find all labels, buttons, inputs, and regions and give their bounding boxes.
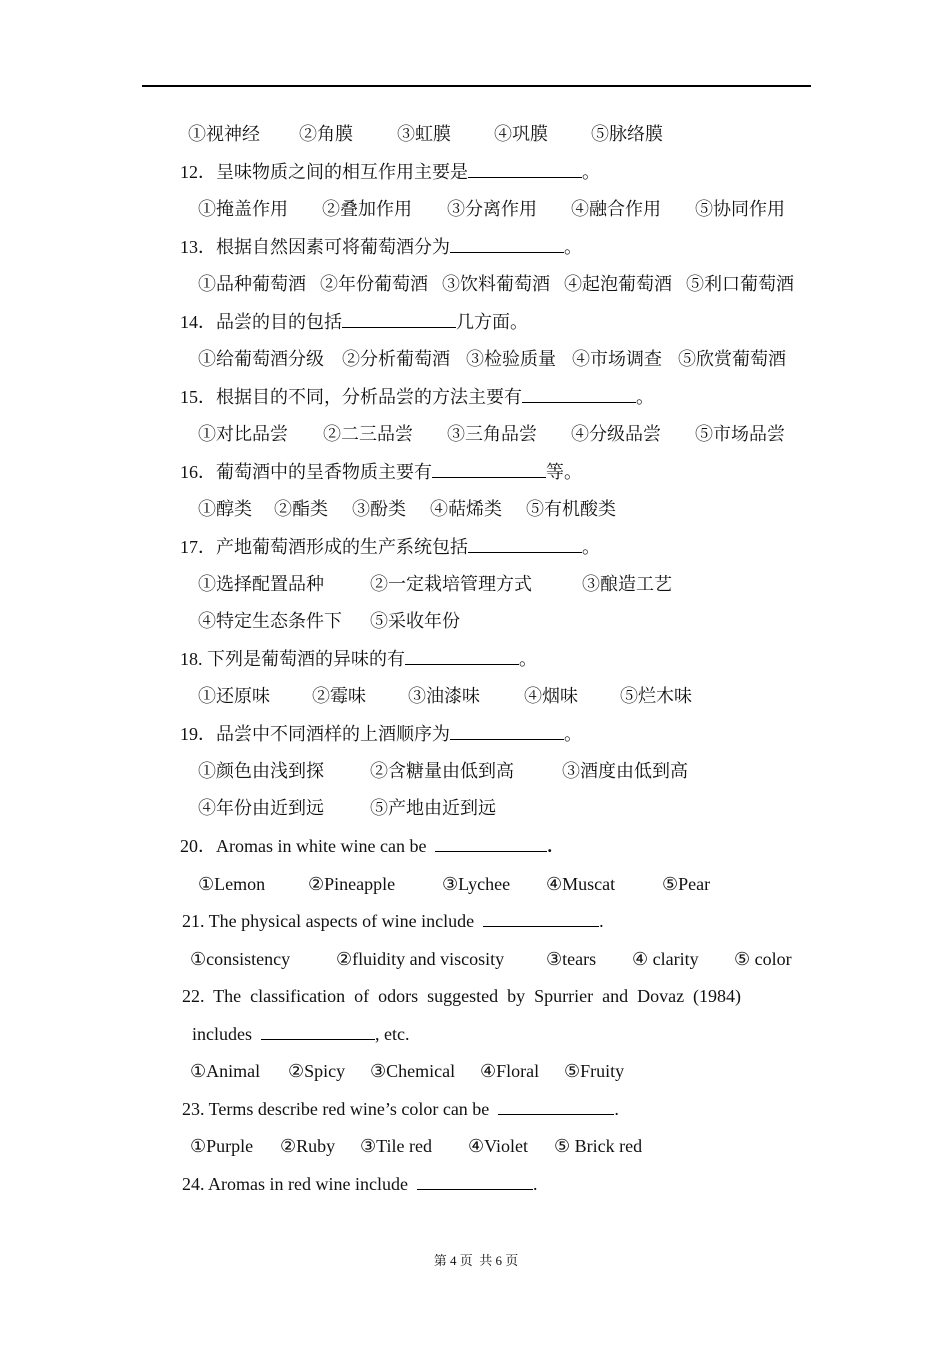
question-24 <box>182 1172 537 1196</box>
options-line <box>190 1134 642 1158</box>
option: ②分析葡萄酒 <box>342 349 450 369</box>
option: ⑤烂木味 <box>620 686 692 706</box>
option: ②年份葡萄酒 <box>320 274 428 294</box>
question-20 <box>180 834 552 858</box>
question-text: 16．葡萄酒中的呈香物质主要有 <box>180 462 432 482</box>
options-line <box>198 872 710 896</box>
option: ①品种葡萄酒 <box>198 274 306 294</box>
option: ①给葡萄酒分级 <box>198 349 324 369</box>
answer-blank <box>450 722 564 740</box>
question-text: 15．根据目的不同，分析品尝的方法主要有 <box>180 387 522 407</box>
question-end: 。 <box>636 387 654 407</box>
option: ⑤协同作用 <box>695 199 785 219</box>
question-end: . <box>547 836 552 856</box>
option: ④巩膜 <box>494 124 548 144</box>
option: ③检验质量 <box>466 349 556 369</box>
option: ④市场调查 <box>572 349 662 369</box>
option: ⑤市场品尝 <box>695 424 785 444</box>
options-line <box>198 572 672 596</box>
options-line <box>190 947 792 971</box>
option: ①视神经 <box>188 124 260 144</box>
options-line <box>198 497 616 521</box>
option: ④Floral <box>480 1061 540 1081</box>
option: ③分离作用 <box>447 199 537 219</box>
option: ④起泡葡萄酒 <box>564 274 672 294</box>
question-21 <box>182 909 604 933</box>
option: ①选择配置品种 <box>198 574 324 594</box>
options-line <box>198 609 460 633</box>
answer-blank <box>522 385 636 403</box>
option: ④特定生态条件下 <box>198 611 342 631</box>
options-line <box>198 422 785 446</box>
answer-blank <box>261 1022 375 1040</box>
option: ②含糖量由低到高 <box>370 761 514 781</box>
option: ③Chemical <box>370 1061 456 1081</box>
option: ③tears <box>546 949 597 969</box>
option: ②叠加作用 <box>322 199 412 219</box>
answer-blank <box>405 647 519 665</box>
question-end: 。 <box>582 537 600 557</box>
option: ④年份由近到远 <box>198 798 324 818</box>
option: ④Muscat <box>546 874 616 894</box>
option: ②一定栽培管理方式 <box>370 574 532 594</box>
option: ③三角品尝 <box>447 424 537 444</box>
option: ②二三品尝 <box>323 424 413 444</box>
option: ⑤ Brick red <box>554 1136 643 1156</box>
question-14 <box>180 310 528 334</box>
answer-blank <box>468 160 582 178</box>
options-line <box>188 122 663 146</box>
question-23 <box>182 1097 619 1121</box>
question-18 <box>180 647 537 671</box>
option: ⑤欣赏葡萄酒 <box>678 349 786 369</box>
question-end: . <box>532 1174 538 1194</box>
option: ③饮料葡萄酒 <box>442 274 550 294</box>
question-15 <box>180 385 654 409</box>
option: ④萜烯类 <box>430 499 502 519</box>
option: ⑤采收年份 <box>370 611 460 631</box>
question-end: . <box>599 911 604 931</box>
question-end: 。 <box>582 162 600 182</box>
option: ①Lemon <box>198 874 266 894</box>
question-text: 23. Terms describe red wine’s color can be <box>182 1099 490 1119</box>
question-end: . <box>614 1099 619 1119</box>
option: ③Lychee <box>442 874 511 894</box>
answer-blank <box>468 535 582 553</box>
question-end: 。 <box>564 237 582 257</box>
option: ①掩盖作用 <box>198 199 288 219</box>
question-end: 等。 <box>546 462 582 482</box>
question-end: 几方面。 <box>456 312 528 332</box>
option: ⑤脉络膜 <box>591 124 663 144</box>
option: ②fluidity and viscosity <box>336 949 505 969</box>
option: ③油漆味 <box>408 686 480 706</box>
option: ③虹膜 <box>397 124 451 144</box>
answer-blank <box>498 1097 614 1115</box>
option: ①颜色由浅到探 <box>198 761 324 781</box>
options-line <box>198 759 688 783</box>
option: ④融合作用 <box>571 199 661 219</box>
question-22-continued <box>192 1022 409 1046</box>
option: ①Purple <box>190 1136 254 1156</box>
option: ①对比品尝 <box>198 424 288 444</box>
question-22: 22. The classification of odors suggested by Spurrier and Dovaz (1984) <box>182 986 742 1006</box>
option: ①还原味 <box>198 686 270 706</box>
question-16 <box>180 460 582 484</box>
question-text: 20．Aromas in white wine can be <box>180 836 427 856</box>
option: ⑤有机酸类 <box>526 499 616 519</box>
option: ③Tile red <box>360 1136 432 1156</box>
option: ②霉味 <box>312 686 366 706</box>
question-text: 13．根据自然因素可将葡萄酒分为 <box>180 237 450 257</box>
options-line <box>198 796 496 820</box>
question-end: 。 <box>519 649 537 669</box>
option: ④烟味 <box>524 686 578 706</box>
question-text: 24. Aromas in red wine include <box>182 1174 408 1194</box>
question-17 <box>180 535 600 559</box>
question-text: 19．品尝中不同酒样的上酒顺序为 <box>180 724 450 744</box>
option: ①Animal <box>190 1061 261 1081</box>
answer-blank <box>483 909 599 927</box>
answer-blank <box>435 834 547 852</box>
question-text: 14．品尝的目的包括 <box>180 312 342 332</box>
answer-blank <box>417 1172 533 1190</box>
options-line <box>190 1059 624 1083</box>
option: ③酚类 <box>352 499 406 519</box>
option: ⑤Fruity <box>564 1061 625 1081</box>
option: ④Violet <box>468 1136 529 1156</box>
options-line <box>198 684 692 708</box>
question-end: , etc. <box>375 1024 410 1044</box>
option: ②酯类 <box>274 499 328 519</box>
question-12 <box>180 160 600 184</box>
option: ②Ruby <box>280 1136 336 1156</box>
question-text: 21. The physical aspects of wine include <box>182 911 475 931</box>
answer-blank <box>450 235 564 253</box>
question-text: includes <box>192 1024 252 1044</box>
option: ④ clarity <box>632 949 699 969</box>
answer-blank <box>432 460 546 478</box>
question-text: 18. 下列是葡萄酒的异味的有 <box>180 649 405 669</box>
question-19 <box>180 722 582 746</box>
option: ②Spicy <box>288 1061 346 1081</box>
option: ⑤利口葡萄酒 <box>686 274 794 294</box>
option: ③酿造工艺 <box>582 574 672 594</box>
option: ②Pineapple <box>308 874 396 894</box>
options-line <box>198 347 786 371</box>
page-footer: 第 4 页 共 6 页 <box>433 1253 519 1268</box>
option: ①consistency <box>190 949 291 969</box>
option: ⑤产地由近到远 <box>370 798 496 818</box>
question-end: 。 <box>564 724 582 744</box>
option: ⑤ color <box>734 949 792 969</box>
options-line <box>198 272 794 296</box>
option: ②角膜 <box>299 124 353 144</box>
question-text: 17．产地葡萄酒形成的生产系统包括 <box>180 537 468 557</box>
question-13 <box>180 235 582 259</box>
option: ④分级品尝 <box>571 424 661 444</box>
question-text: 12．呈味物质之间的相互作用主要是 <box>180 162 468 182</box>
answer-blank <box>342 310 456 328</box>
option: ⑤Pear <box>662 874 711 894</box>
option: ①醇类 <box>198 499 252 519</box>
options-line <box>198 197 785 221</box>
header-rule <box>142 85 811 87</box>
option: ③酒度由低到高 <box>562 761 688 781</box>
